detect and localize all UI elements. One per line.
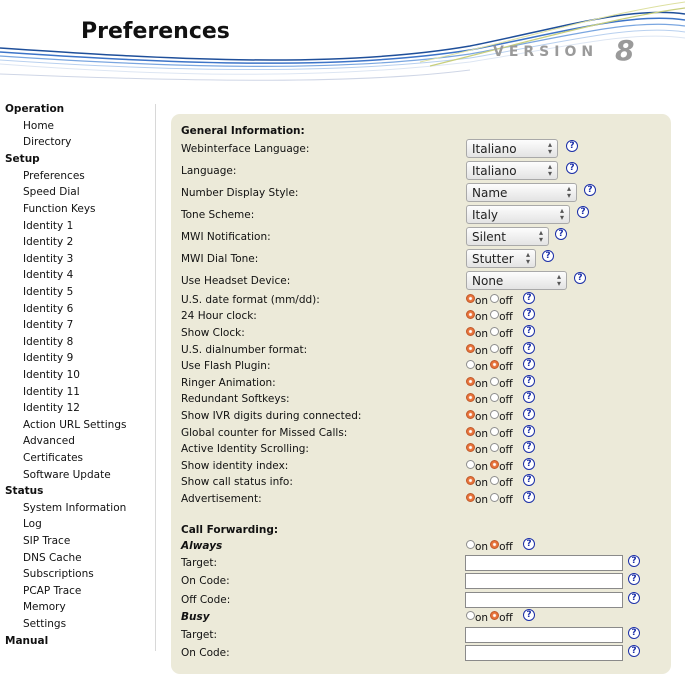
help-icon[interactable]: ? bbox=[523, 342, 535, 354]
radio-on-label: on bbox=[475, 311, 489, 323]
help-icon[interactable]: ? bbox=[523, 308, 535, 320]
version-number: 8 bbox=[615, 34, 635, 67]
help-icon[interactable]: ? bbox=[574, 272, 586, 284]
nav-section-manual[interactable]: Manual bbox=[5, 635, 49, 647]
show-call-status-info-label: Show call status info: bbox=[181, 476, 293, 488]
help-icon[interactable]: ? bbox=[523, 391, 535, 403]
nav-item-dns-cache[interactable]: DNS Cache bbox=[23, 552, 82, 564]
tone-scheme-label: Tone Scheme: bbox=[181, 209, 255, 221]
radio-on[interactable] bbox=[466, 460, 475, 469]
select-arrows-icon: ▴ ▾ bbox=[525, 250, 530, 266]
show-clock-toggle bbox=[466, 326, 515, 340]
mwi-dial-tone-value: Stutter bbox=[472, 252, 514, 266]
nav-item-log[interactable]: Log bbox=[23, 518, 42, 530]
nav-item-sip-trace[interactable]: SIP Trace bbox=[23, 535, 71, 547]
nav-section-setup: Setup bbox=[5, 153, 40, 165]
show-identity-index-label: Show identity index: bbox=[181, 460, 289, 472]
number-display-style-label: Number Display Style: bbox=[181, 187, 299, 199]
always-on-code-input[interactable] bbox=[465, 573, 623, 589]
always-heading: Always bbox=[181, 540, 223, 552]
nav-item-identity-9[interactable]: Identity 9 bbox=[23, 352, 74, 364]
radio-off-label: off bbox=[499, 328, 513, 340]
radio-off-label: off bbox=[499, 494, 513, 506]
show-call-status-info-toggle bbox=[466, 475, 515, 489]
us-dialnumber-format-label: U.S. dialnumber format: bbox=[181, 344, 308, 356]
busy-heading: Busy bbox=[181, 611, 210, 623]
radio-off[interactable] bbox=[490, 360, 499, 369]
nav-item-identity-5[interactable]: Identity 5 bbox=[23, 286, 74, 298]
show-clock-label: Show Clock: bbox=[181, 327, 245, 339]
radio-on-label: on bbox=[475, 345, 489, 357]
radio-off-label: off bbox=[499, 411, 513, 423]
tone-scheme-value: Italy bbox=[472, 208, 499, 222]
radio-off-label: off bbox=[499, 345, 513, 357]
busy-forward-toggle bbox=[466, 610, 515, 624]
radio-on[interactable] bbox=[466, 540, 475, 549]
always-target-label: Target: bbox=[181, 557, 218, 569]
radio-off-label: off bbox=[499, 311, 513, 323]
ringer-animation-label: Ringer Animation: bbox=[181, 377, 276, 389]
always-off-code-input[interactable] bbox=[465, 592, 623, 608]
radio-off[interactable] bbox=[490, 310, 499, 319]
select-arrows-icon: ▴ ▾ bbox=[547, 162, 552, 178]
radio-off[interactable] bbox=[490, 493, 499, 502]
nav-item-identity-11[interactable]: Identity 11 bbox=[23, 386, 80, 398]
radio-off-label: off bbox=[499, 394, 513, 406]
nav-item-certificates[interactable]: Certificates bbox=[23, 452, 84, 464]
nav-item-advanced[interactable]: Advanced bbox=[23, 435, 75, 447]
mwi-notification-select[interactable] bbox=[466, 227, 549, 246]
call-forwarding-heading: Call Forwarding: bbox=[181, 524, 279, 536]
radio-on[interactable] bbox=[466, 393, 475, 402]
select-arrows-icon: ▴ ▾ bbox=[547, 140, 552, 156]
radio-on-label: on bbox=[475, 612, 489, 624]
use-headset-device-label: Use Headset Device: bbox=[181, 275, 291, 287]
language-value: Italiano bbox=[472, 164, 517, 178]
nav-item-identity-10[interactable]: Identity 10 bbox=[23, 369, 80, 381]
redundant-softkeys-toggle bbox=[466, 392, 515, 406]
help-icon[interactable]: ? bbox=[523, 358, 535, 370]
help-icon[interactable]: ? bbox=[523, 292, 535, 304]
busy-target-input[interactable] bbox=[465, 627, 623, 643]
help-icon[interactable]: ? bbox=[566, 162, 578, 174]
help-icon[interactable]: ? bbox=[523, 458, 535, 470]
radio-on-label: on bbox=[475, 378, 489, 390]
help-icon[interactable]: ? bbox=[628, 573, 640, 585]
radio-off[interactable] bbox=[490, 377, 499, 386]
redundant-softkeys-label: Redundant Softkeys: bbox=[181, 393, 290, 405]
radio-off-label: off bbox=[499, 295, 513, 307]
radio-on[interactable] bbox=[466, 427, 475, 436]
nav-item-system-information[interactable]: System Information bbox=[23, 502, 127, 514]
general-information-heading: General Information: bbox=[181, 125, 305, 137]
number-display-style-value: Name bbox=[472, 186, 508, 200]
always-on-code-label: On Code: bbox=[181, 575, 230, 587]
nav-item-preferences[interactable]: Preferences bbox=[23, 170, 85, 182]
help-icon[interactable]: ? bbox=[628, 627, 640, 639]
radio-off[interactable] bbox=[490, 393, 499, 402]
page-title: Preferences bbox=[81, 19, 230, 44]
webinterface-language-value: Italiano bbox=[472, 142, 517, 156]
radio-on-label: on bbox=[475, 428, 489, 440]
nav-item-function-keys[interactable]: Function Keys bbox=[23, 203, 96, 215]
mwi-dial-tone-select[interactable] bbox=[466, 249, 536, 268]
radio-on-label: on bbox=[475, 328, 489, 340]
select-arrows-icon: ▴ ▾ bbox=[538, 228, 543, 244]
us-date-format-label: U.S. date format (mm/dd): bbox=[181, 294, 320, 306]
use-flash-plugin-toggle bbox=[466, 359, 515, 373]
radio-on[interactable] bbox=[466, 377, 475, 386]
show-identity-index-toggle bbox=[466, 459, 515, 473]
help-icon[interactable]: ? bbox=[628, 555, 640, 567]
help-icon[interactable]: ? bbox=[523, 441, 535, 453]
select-arrows-icon: ▴ ▾ bbox=[559, 206, 564, 222]
24-hour-clock-label: 24 Hour clock: bbox=[181, 310, 257, 322]
use-flash-plugin-label: Use Flash Plugin: bbox=[181, 360, 271, 372]
webinterface-language-label: Webinterface Language: bbox=[181, 143, 310, 155]
busy-target-label: Target: bbox=[181, 629, 218, 641]
radio-on[interactable] bbox=[466, 493, 475, 502]
radio-off[interactable] bbox=[490, 460, 499, 469]
header bbox=[0, 0, 685, 100]
help-icon[interactable]: ? bbox=[628, 592, 640, 604]
nav-item-directory[interactable]: Directory bbox=[23, 136, 72, 148]
nav-item-software-update[interactable]: Software Update bbox=[23, 469, 111, 481]
always-forward-toggle bbox=[466, 539, 515, 553]
radio-on-label: on bbox=[475, 361, 489, 373]
radio-off-label: off bbox=[499, 461, 513, 473]
advertisement-label: Advertisement: bbox=[181, 493, 262, 505]
help-icon[interactable]: ? bbox=[523, 375, 535, 387]
global-counter-missed-calls-label: Global counter for Missed Calls: bbox=[181, 427, 348, 439]
help-icon[interactable]: ? bbox=[566, 140, 578, 152]
radio-on-label: on bbox=[475, 295, 489, 307]
radio-off-label: off bbox=[499, 541, 513, 553]
help-icon[interactable]: ? bbox=[523, 474, 535, 486]
help-icon[interactable]: ? bbox=[523, 408, 535, 420]
radio-off[interactable] bbox=[490, 540, 499, 549]
radio-on[interactable] bbox=[466, 327, 475, 336]
global-counter-missed-calls-toggle bbox=[466, 426, 515, 440]
radio-off-label: off bbox=[499, 612, 513, 624]
advertisement-toggle bbox=[466, 492, 515, 506]
radio-off[interactable] bbox=[490, 443, 499, 452]
radio-off[interactable] bbox=[490, 410, 499, 419]
help-icon[interactable]: ? bbox=[555, 228, 567, 240]
nav-item-home[interactable]: Home bbox=[23, 120, 55, 132]
nav-item-identity-6[interactable]: Identity 6 bbox=[23, 303, 74, 315]
us-dialnumber-format-toggle bbox=[466, 343, 515, 357]
us-date-format-toggle bbox=[466, 293, 515, 307]
active-identity-scrolling-label: Active Identity Scrolling: bbox=[181, 443, 309, 455]
nav-item-identity-2[interactable]: Identity 2 bbox=[23, 236, 74, 248]
tone-scheme-select[interactable] bbox=[466, 205, 570, 224]
language-label: Language: bbox=[181, 165, 237, 177]
radio-off[interactable] bbox=[490, 476, 499, 485]
radio-off[interactable] bbox=[490, 427, 499, 436]
help-icon[interactable]: ? bbox=[523, 425, 535, 437]
radio-on[interactable] bbox=[466, 360, 475, 369]
nav-item-identity-3[interactable]: Identity 3 bbox=[23, 253, 74, 265]
radio-on-label: on bbox=[475, 444, 489, 456]
show-ivr-digits-label: Show IVR digits during connected: bbox=[181, 410, 362, 422]
language-select[interactable] bbox=[466, 161, 558, 180]
help-icon[interactable]: ? bbox=[584, 184, 596, 196]
ringer-animation-toggle bbox=[466, 376, 515, 390]
use-headset-device-select[interactable] bbox=[466, 271, 567, 290]
help-icon[interactable]: ? bbox=[577, 206, 589, 218]
radio-on[interactable] bbox=[466, 443, 475, 452]
sidebar-divider bbox=[155, 104, 156, 651]
radio-on[interactable] bbox=[466, 310, 475, 319]
radio-off[interactable] bbox=[490, 327, 499, 336]
nav-item-identity-7[interactable]: Identity 7 bbox=[23, 319, 74, 331]
mwi-dial-tone-label: MWI Dial Tone: bbox=[181, 253, 259, 265]
nav-item-settings[interactable]: Settings bbox=[23, 618, 67, 630]
24-hour-clock-toggle bbox=[466, 309, 515, 323]
nav-item-identity-4[interactable]: Identity 4 bbox=[23, 269, 74, 281]
nav-item-memory[interactable]: Memory bbox=[23, 601, 66, 613]
help-icon[interactable]: ? bbox=[523, 491, 535, 503]
radio-on-label: on bbox=[475, 394, 489, 406]
select-arrows-icon: ▴ ▾ bbox=[566, 184, 571, 200]
radio-off-label: off bbox=[499, 378, 513, 390]
busy-on-code-input[interactable] bbox=[465, 645, 623, 661]
radio-on[interactable] bbox=[466, 344, 475, 353]
radio-off-label: off bbox=[499, 428, 513, 440]
always-target-input[interactable] bbox=[465, 555, 623, 571]
radio-off[interactable] bbox=[490, 611, 499, 620]
nav-item-subscriptions[interactable]: Subscriptions bbox=[23, 568, 94, 580]
help-icon[interactable]: ? bbox=[542, 250, 554, 262]
nav-item-identity-1[interactable]: Identity 1 bbox=[23, 220, 74, 232]
radio-off[interactable] bbox=[490, 294, 499, 303]
busy-on-code-label: On Code: bbox=[181, 647, 230, 659]
radio-off-label: off bbox=[499, 444, 513, 456]
radio-on[interactable] bbox=[466, 410, 475, 419]
nav-item-identity-8[interactable]: Identity 8 bbox=[23, 336, 74, 348]
mwi-notification-value: Silent bbox=[472, 230, 506, 244]
active-identity-scrolling-toggle bbox=[466, 442, 515, 456]
help-icon[interactable]: ? bbox=[523, 609, 535, 621]
radio-off[interactable] bbox=[490, 344, 499, 353]
nav-item-speed-dial[interactable]: Speed Dial bbox=[23, 186, 80, 198]
radio-on[interactable] bbox=[466, 611, 475, 620]
radio-on[interactable] bbox=[466, 294, 475, 303]
webinterface-language-select[interactable] bbox=[466, 139, 558, 158]
number-display-style-select[interactable] bbox=[466, 183, 577, 202]
radio-on-label: on bbox=[475, 541, 489, 553]
radio-on-label: on bbox=[475, 477, 489, 489]
select-arrows-icon: ▴ ▾ bbox=[556, 272, 561, 288]
radio-on-label: on bbox=[475, 411, 489, 423]
always-off-code-label: Off Code: bbox=[181, 594, 231, 606]
nav-item-pcap-trace[interactable]: PCAP Trace bbox=[23, 585, 82, 597]
help-icon[interactable]: ? bbox=[523, 538, 535, 550]
radio-off-label: off bbox=[499, 477, 513, 489]
radio-on-label: on bbox=[475, 494, 489, 506]
nav-section-operation: Operation bbox=[5, 103, 65, 115]
mwi-notification-label: MWI Notification: bbox=[181, 231, 271, 243]
radio-on-label: on bbox=[475, 461, 489, 473]
show-ivr-digits-toggle bbox=[466, 409, 515, 423]
help-icon[interactable]: ? bbox=[523, 325, 535, 337]
radio-on[interactable] bbox=[466, 476, 475, 485]
nav-section-status: Status bbox=[5, 485, 44, 497]
version-label: VERSION bbox=[493, 44, 599, 60]
nav-item-identity-12[interactable]: Identity 12 bbox=[23, 402, 80, 414]
use-headset-device-value: None bbox=[472, 274, 504, 288]
nav-item-action-url-settings[interactable]: Action URL Settings bbox=[23, 419, 127, 431]
help-icon[interactable]: ? bbox=[628, 645, 640, 657]
radio-off-label: off bbox=[499, 361, 513, 373]
